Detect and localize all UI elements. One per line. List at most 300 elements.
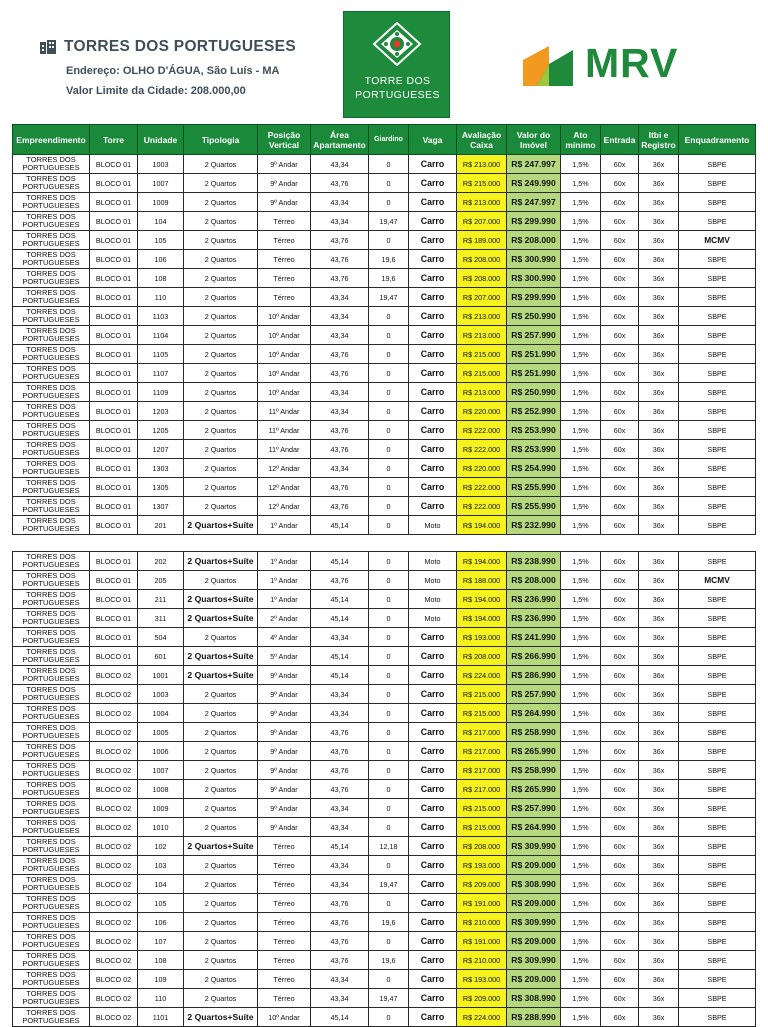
cell-valor: R$ 286.990 — [507, 666, 561, 685]
cell-valor: R$ 258.990 — [507, 761, 561, 780]
cell-enquadramento: SBPE — [679, 704, 756, 723]
cell-giardino: 0 — [369, 666, 409, 685]
cell-entrada: 60x — [601, 478, 639, 497]
column-header: Posição Vertical — [258, 125, 311, 155]
cell-giardino: 19,47 — [369, 875, 409, 894]
cell-valor: R$ 247.997 — [507, 193, 561, 212]
cell-ato: 1,5% — [561, 383, 601, 402]
cell-posicao: 9º Andar — [258, 780, 311, 799]
table-row — [13, 894, 756, 913]
cell-empreendimento: TORRES DOS PORTUGUESES — [13, 402, 90, 421]
table-row — [13, 440, 756, 459]
table-row — [13, 155, 756, 174]
cell-giardino: 0 — [369, 609, 409, 628]
cell-unidade: 105 — [138, 894, 184, 913]
cell-avaliacao: R$ 215.000 — [457, 799, 507, 818]
cell-giardino: 0 — [369, 1008, 409, 1027]
cell-ato: 1,5% — [561, 970, 601, 989]
cell-posicao: Térreo — [258, 212, 311, 231]
cell-itbi: 36x — [639, 1008, 679, 1027]
cell-empreendimento: TORRES DOS PORTUGUESES — [13, 155, 90, 174]
cell-entrada: 60x — [601, 516, 639, 535]
cell-entrada: 60x — [601, 440, 639, 459]
cell-enquadramento: SBPE — [679, 647, 756, 666]
cell-itbi: 36x — [639, 364, 679, 383]
cell-tipologia: 2 Quartos — [184, 383, 258, 402]
cell-unidade: 105 — [138, 231, 184, 250]
cell-vaga: Carro — [409, 913, 457, 932]
cell-area: 45,14 — [311, 1008, 369, 1027]
cell-entrada: 60x — [601, 552, 639, 571]
cell-entrada: 60x — [601, 628, 639, 647]
cell-torre: BLOCO 01 — [90, 307, 138, 326]
cell-ato: 1,5% — [561, 932, 601, 951]
units-table-1 — [12, 124, 756, 535]
cell-posicao: 11º Andar — [258, 440, 311, 459]
cell-posicao: 9º Andar — [258, 666, 311, 685]
cell-tipologia: 2 Quartos+Suíte — [184, 516, 258, 535]
cell-unidade: 110 — [138, 989, 184, 1008]
cell-vaga: Carro — [409, 704, 457, 723]
cell-ato: 1,5% — [561, 231, 601, 250]
cell-area: 43,76 — [311, 894, 369, 913]
cell-tipologia: 2 Quartos — [184, 894, 258, 913]
cell-torre: BLOCO 02 — [90, 951, 138, 970]
cell-entrada: 60x — [601, 364, 639, 383]
cell-ato: 1,5% — [561, 571, 601, 590]
cell-torre: BLOCO 01 — [90, 212, 138, 231]
cell-tipologia: 2 Quartos — [184, 989, 258, 1008]
cell-avaliacao: R$ 215.000 — [457, 345, 507, 364]
cell-unidade: 106 — [138, 250, 184, 269]
cell-tipologia: 2 Quartos — [184, 269, 258, 288]
cell-itbi: 36x — [639, 288, 679, 307]
cell-giardino: 0 — [369, 231, 409, 250]
cell-unidade: 1207 — [138, 440, 184, 459]
cell-avaliacao: R$ 222.000 — [457, 421, 507, 440]
cell-tipologia: 2 Quartos — [184, 288, 258, 307]
cell-posicao: Térreo — [258, 250, 311, 269]
cell-avaliacao: R$ 209.000 — [457, 989, 507, 1008]
cell-posicao: 10º Andar — [258, 326, 311, 345]
cell-empreendimento: TORRES DOS PORTUGUESES — [13, 231, 90, 250]
cell-empreendimento: TORRES DOS PORTUGUESES — [13, 609, 90, 628]
cell-vaga: Carro — [409, 742, 457, 761]
cell-valor: R$ 208.000 — [507, 571, 561, 590]
cell-itbi: 36x — [639, 742, 679, 761]
cell-empreendimento: TORRES DOS PORTUGUESES — [13, 628, 90, 647]
cell-enquadramento: SBPE — [679, 666, 756, 685]
cell-unidade: 102 — [138, 837, 184, 856]
column-header: Entrada — [601, 125, 639, 155]
cell-tipologia: 2 Quartos — [184, 326, 258, 345]
cell-vaga: Carro — [409, 628, 457, 647]
cell-area: 43,76 — [311, 440, 369, 459]
cell-ato: 1,5% — [561, 269, 601, 288]
cell-enquadramento: SBPE — [679, 742, 756, 761]
cell-unidade: 1307 — [138, 497, 184, 516]
cell-torre: BLOCO 01 — [90, 288, 138, 307]
cell-ato: 1,5% — [561, 345, 601, 364]
table-row — [13, 856, 756, 875]
cell-avaliacao: R$ 194.000 — [457, 609, 507, 628]
cell-enquadramento: SBPE — [679, 440, 756, 459]
cell-itbi: 36x — [639, 780, 679, 799]
cell-enquadramento: SBPE — [679, 723, 756, 742]
cell-enquadramento: SBPE — [679, 421, 756, 440]
cell-ato: 1,5% — [561, 799, 601, 818]
cell-vaga: Moto — [409, 609, 457, 628]
cell-empreendimento: TORRES DOS PORTUGUESES — [13, 970, 90, 989]
cell-unidade: 1008 — [138, 780, 184, 799]
cell-area: 45,14 — [311, 590, 369, 609]
cell-itbi: 36x — [639, 231, 679, 250]
cell-entrada: 60x — [601, 307, 639, 326]
cell-itbi: 36x — [639, 951, 679, 970]
cell-ato: 1,5% — [561, 894, 601, 913]
cell-ato: 1,5% — [561, 647, 601, 666]
cell-vaga: Carro — [409, 307, 457, 326]
table-row — [13, 552, 756, 571]
cell-posicao: 1º Andar — [258, 552, 311, 571]
cell-valor: R$ 251.990 — [507, 345, 561, 364]
table-row — [13, 875, 756, 894]
cell-ato: 1,5% — [561, 552, 601, 571]
cell-tipologia: 2 Quartos — [184, 497, 258, 516]
units-table-2 — [12, 551, 756, 1027]
cell-valor: R$ 255.990 — [507, 478, 561, 497]
cell-valor: R$ 257.990 — [507, 799, 561, 818]
cell-valor: R$ 266.990 — [507, 647, 561, 666]
cell-posicao: Térreo — [258, 894, 311, 913]
cell-posicao: Térreo — [258, 913, 311, 932]
cell-area: 43,34 — [311, 402, 369, 421]
torre-logo — [343, 11, 450, 118]
cell-empreendimento: TORRES DOS PORTUGUESES — [13, 742, 90, 761]
cell-ato: 1,5% — [561, 288, 601, 307]
table-2-body — [13, 552, 756, 1027]
cell-area: 43,34 — [311, 459, 369, 478]
cell-unidade: 1003 — [138, 685, 184, 704]
cell-empreendimento: TORRES DOS PORTUGUESES — [13, 647, 90, 666]
cell-giardino: 0 — [369, 402, 409, 421]
cell-giardino: 0 — [369, 307, 409, 326]
cell-posicao: 10º Andar — [258, 1008, 311, 1027]
cell-itbi: 36x — [639, 761, 679, 780]
cell-empreendimento: TORRES DOS PORTUGUESES — [13, 174, 90, 193]
cell-unidade: 110 — [138, 288, 184, 307]
cell-enquadramento: SBPE — [679, 383, 756, 402]
cell-vaga: Carro — [409, 1008, 457, 1027]
cell-posicao: Térreo — [258, 231, 311, 250]
cell-unidade: 1109 — [138, 383, 184, 402]
cell-unidade: 1303 — [138, 459, 184, 478]
cell-ato: 1,5% — [561, 326, 601, 345]
cell-tipologia: 2 Quartos — [184, 913, 258, 932]
cell-entrada: 60x — [601, 212, 639, 231]
cell-itbi: 36x — [639, 723, 679, 742]
table-row — [13, 799, 756, 818]
cell-torre: BLOCO 01 — [90, 590, 138, 609]
cell-valor: R$ 309.990 — [507, 951, 561, 970]
table-row — [13, 250, 756, 269]
cell-valor: R$ 251.990 — [507, 364, 561, 383]
cell-avaliacao: R$ 193.000 — [457, 970, 507, 989]
cell-ato: 1,5% — [561, 837, 601, 856]
cell-unidade: 109 — [138, 970, 184, 989]
column-header: Torre — [90, 125, 138, 155]
cell-area: 45,14 — [311, 516, 369, 535]
cell-area: 43,76 — [311, 421, 369, 440]
cell-ato: 1,5% — [561, 704, 601, 723]
cell-area: 43,34 — [311, 326, 369, 345]
cell-valor: R$ 308.990 — [507, 875, 561, 894]
cell-ato: 1,5% — [561, 212, 601, 231]
cell-empreendimento: TORRES DOS PORTUGUESES — [13, 932, 90, 951]
cell-itbi: 36x — [639, 459, 679, 478]
cell-torre: BLOCO 02 — [90, 704, 138, 723]
cell-tipologia: 2 Quartos — [184, 856, 258, 875]
cell-itbi: 36x — [639, 856, 679, 875]
cell-posicao: 10º Andar — [258, 307, 311, 326]
cell-ato: 1,5% — [561, 459, 601, 478]
cell-posicao: Térreo — [258, 856, 311, 875]
cell-giardino: 19,6 — [369, 951, 409, 970]
cell-area: 45,14 — [311, 837, 369, 856]
cell-unidade: 504 — [138, 628, 184, 647]
cell-posicao: 5º Andar — [258, 647, 311, 666]
column-header: Unidade — [138, 125, 184, 155]
cell-vaga: Moto — [409, 571, 457, 590]
mrv-symbol-icon — [523, 42, 573, 88]
cell-empreendimento: TORRES DOS PORTUGUESES — [13, 364, 90, 383]
cell-vaga: Moto — [409, 552, 457, 571]
cell-area: 43,34 — [311, 212, 369, 231]
cell-itbi: 36x — [639, 155, 679, 174]
cell-giardino: 19,6 — [369, 913, 409, 932]
cell-torre: BLOCO 01 — [90, 552, 138, 571]
table-row — [13, 345, 756, 364]
cell-tipologia: 2 Quartos+Suíte — [184, 837, 258, 856]
cell-enquadramento: SBPE — [679, 402, 756, 421]
cell-itbi: 36x — [639, 799, 679, 818]
cell-posicao: Térreo — [258, 970, 311, 989]
cell-giardino: 0 — [369, 193, 409, 212]
cell-giardino: 0 — [369, 932, 409, 951]
cell-vaga: Carro — [409, 231, 457, 250]
cell-itbi: 36x — [639, 174, 679, 193]
cell-tipologia: 2 Quartos — [184, 951, 258, 970]
cell-posicao: 12º Andar — [258, 478, 311, 497]
cell-ato: 1,5% — [561, 723, 601, 742]
cell-unidade: 1105 — [138, 345, 184, 364]
cell-itbi: 36x — [639, 913, 679, 932]
cell-ato: 1,5% — [561, 155, 601, 174]
cell-ato: 1,5% — [561, 666, 601, 685]
cell-ato: 1,5% — [561, 497, 601, 516]
cell-posicao: 9º Andar — [258, 704, 311, 723]
cell-torre: BLOCO 01 — [90, 478, 138, 497]
cell-empreendimento: TORRES DOS PORTUGUESES — [13, 478, 90, 497]
cell-torre: BLOCO 01 — [90, 155, 138, 174]
cell-tipologia: 2 Quartos — [184, 402, 258, 421]
cell-enquadramento: SBPE — [679, 1008, 756, 1027]
cell-enquadramento: SBPE — [679, 856, 756, 875]
cell-enquadramento: SBPE — [679, 989, 756, 1008]
table-row — [13, 516, 756, 535]
table-row — [13, 212, 756, 231]
cell-torre: BLOCO 01 — [90, 231, 138, 250]
cell-enquadramento: SBPE — [679, 628, 756, 647]
cell-vaga: Carro — [409, 818, 457, 837]
cell-entrada: 60x — [601, 856, 639, 875]
cell-area: 45,14 — [311, 666, 369, 685]
cell-avaliacao: R$ 215.000 — [457, 704, 507, 723]
cell-posicao: Térreo — [258, 269, 311, 288]
table-row — [13, 837, 756, 856]
cell-posicao: Térreo — [258, 288, 311, 307]
table-row — [13, 647, 756, 666]
cell-entrada: 60x — [601, 666, 639, 685]
cell-unidade: 1107 — [138, 364, 184, 383]
cell-ato: 1,5% — [561, 628, 601, 647]
cell-giardino: 0 — [369, 704, 409, 723]
table-row — [13, 609, 756, 628]
table-row — [13, 989, 756, 1008]
cell-itbi: 36x — [639, 685, 679, 704]
cell-empreendimento: TORRES DOS PORTUGUESES — [13, 666, 90, 685]
table-row — [13, 307, 756, 326]
cell-giardino: 0 — [369, 364, 409, 383]
cell-unidade: 601 — [138, 647, 184, 666]
cell-enquadramento: SBPE — [679, 345, 756, 364]
cell-ato: 1,5% — [561, 609, 601, 628]
cell-giardino: 0 — [369, 818, 409, 837]
cell-area: 43,34 — [311, 989, 369, 1008]
cell-avaliacao: R$ 224.000 — [457, 1008, 507, 1027]
table-row — [13, 951, 756, 970]
title-row — [40, 38, 296, 56]
cell-empreendimento: TORRES DOS PORTUGUESES — [13, 497, 90, 516]
cell-avaliacao: R$ 207.000 — [457, 212, 507, 231]
cell-ato: 1,5% — [561, 440, 601, 459]
table-row — [13, 742, 756, 761]
cell-avaliacao: R$ 220.000 — [457, 402, 507, 421]
cell-giardino: 19,47 — [369, 288, 409, 307]
table-row — [13, 364, 756, 383]
cell-posicao: Térreo — [258, 837, 311, 856]
cell-vaga: Carro — [409, 780, 457, 799]
column-header: Avaliação Caixa — [457, 125, 507, 155]
cell-valor: R$ 264.990 — [507, 818, 561, 837]
cell-tipologia: 2 Quartos — [184, 421, 258, 440]
cell-enquadramento: SBPE — [679, 250, 756, 269]
cell-valor: R$ 208.000 — [507, 231, 561, 250]
cell-torre: BLOCO 02 — [90, 780, 138, 799]
cell-enquadramento: MCMV — [679, 571, 756, 590]
cell-vaga: Carro — [409, 364, 457, 383]
cell-enquadramento: SBPE — [679, 761, 756, 780]
cell-torre: BLOCO 02 — [90, 856, 138, 875]
column-header: Empreendimento — [13, 125, 90, 155]
cell-area: 43,34 — [311, 685, 369, 704]
cell-valor: R$ 265.990 — [507, 742, 561, 761]
cell-posicao: 10º Andar — [258, 345, 311, 364]
cell-area: 43,76 — [311, 250, 369, 269]
cell-area: 43,76 — [311, 742, 369, 761]
cell-tipologia: 2 Quartos — [184, 932, 258, 951]
cell-tipologia: 2 Quartos — [184, 761, 258, 780]
cell-empreendimento: TORRES DOS PORTUGUESES — [13, 761, 90, 780]
cell-unidade: 104 — [138, 875, 184, 894]
cell-itbi: 36x — [639, 590, 679, 609]
cell-area: 43,34 — [311, 307, 369, 326]
cell-giardino: 12,18 — [369, 837, 409, 856]
cell-torre: BLOCO 01 — [90, 440, 138, 459]
cell-vaga: Carro — [409, 989, 457, 1008]
cell-torre: BLOCO 01 — [90, 174, 138, 193]
table-row — [13, 590, 756, 609]
cell-itbi: 36x — [639, 326, 679, 345]
cell-avaliacao: R$ 222.000 — [457, 478, 507, 497]
cell-itbi: 36x — [639, 345, 679, 364]
cell-avaliacao: R$ 224.000 — [457, 666, 507, 685]
cell-vaga: Carro — [409, 894, 457, 913]
cell-tipologia: 2 Quartos — [184, 970, 258, 989]
cell-empreendimento: TORRES DOS PORTUGUESES — [13, 516, 90, 535]
cell-ato: 1,5% — [561, 989, 601, 1008]
cell-torre: BLOCO 01 — [90, 326, 138, 345]
cell-torre: BLOCO 01 — [90, 571, 138, 590]
cell-avaliacao: R$ 222.000 — [457, 440, 507, 459]
cell-valor: R$ 232.990 — [507, 516, 561, 535]
cell-unidade: 1305 — [138, 478, 184, 497]
cell-entrada: 60x — [601, 837, 639, 856]
table-row — [13, 818, 756, 837]
cell-giardino: 0 — [369, 685, 409, 704]
cell-unidade: 1101 — [138, 1008, 184, 1027]
cell-tipologia: 2 Quartos — [184, 440, 258, 459]
cell-posicao: Térreo — [258, 875, 311, 894]
cell-entrada: 60x — [601, 193, 639, 212]
cell-vaga: Carro — [409, 212, 457, 231]
cell-valor: R$ 236.990 — [507, 609, 561, 628]
cell-area: 43,76 — [311, 951, 369, 970]
cell-area: 43,34 — [311, 288, 369, 307]
cell-area: 43,34 — [311, 799, 369, 818]
cell-empreendimento: TORRES DOS PORTUGUESES — [13, 421, 90, 440]
cell-posicao: Térreo — [258, 989, 311, 1008]
cell-avaliacao: R$ 215.000 — [457, 174, 507, 193]
cell-giardino: 0 — [369, 383, 409, 402]
cell-tipologia: 2 Quartos — [184, 875, 258, 894]
cell-posicao: 1º Andar — [258, 516, 311, 535]
cell-torre: BLOCO 01 — [90, 421, 138, 440]
cell-empreendimento: TORRES DOS PORTUGUESES — [13, 951, 90, 970]
cell-empreendimento: TORRES DOS PORTUGUESES — [13, 704, 90, 723]
cell-entrada: 60x — [601, 818, 639, 837]
cell-itbi: 36x — [639, 497, 679, 516]
cell-entrada: 60x — [601, 875, 639, 894]
cell-giardino: 0 — [369, 552, 409, 571]
cell-itbi: 36x — [639, 989, 679, 1008]
cell-torre: BLOCO 02 — [90, 761, 138, 780]
cell-tipologia: 2 Quartos — [184, 155, 258, 174]
cell-area: 43,76 — [311, 364, 369, 383]
cell-itbi: 36x — [639, 440, 679, 459]
cell-tipologia: 2 Quartos — [184, 799, 258, 818]
cell-entrada: 60x — [601, 288, 639, 307]
